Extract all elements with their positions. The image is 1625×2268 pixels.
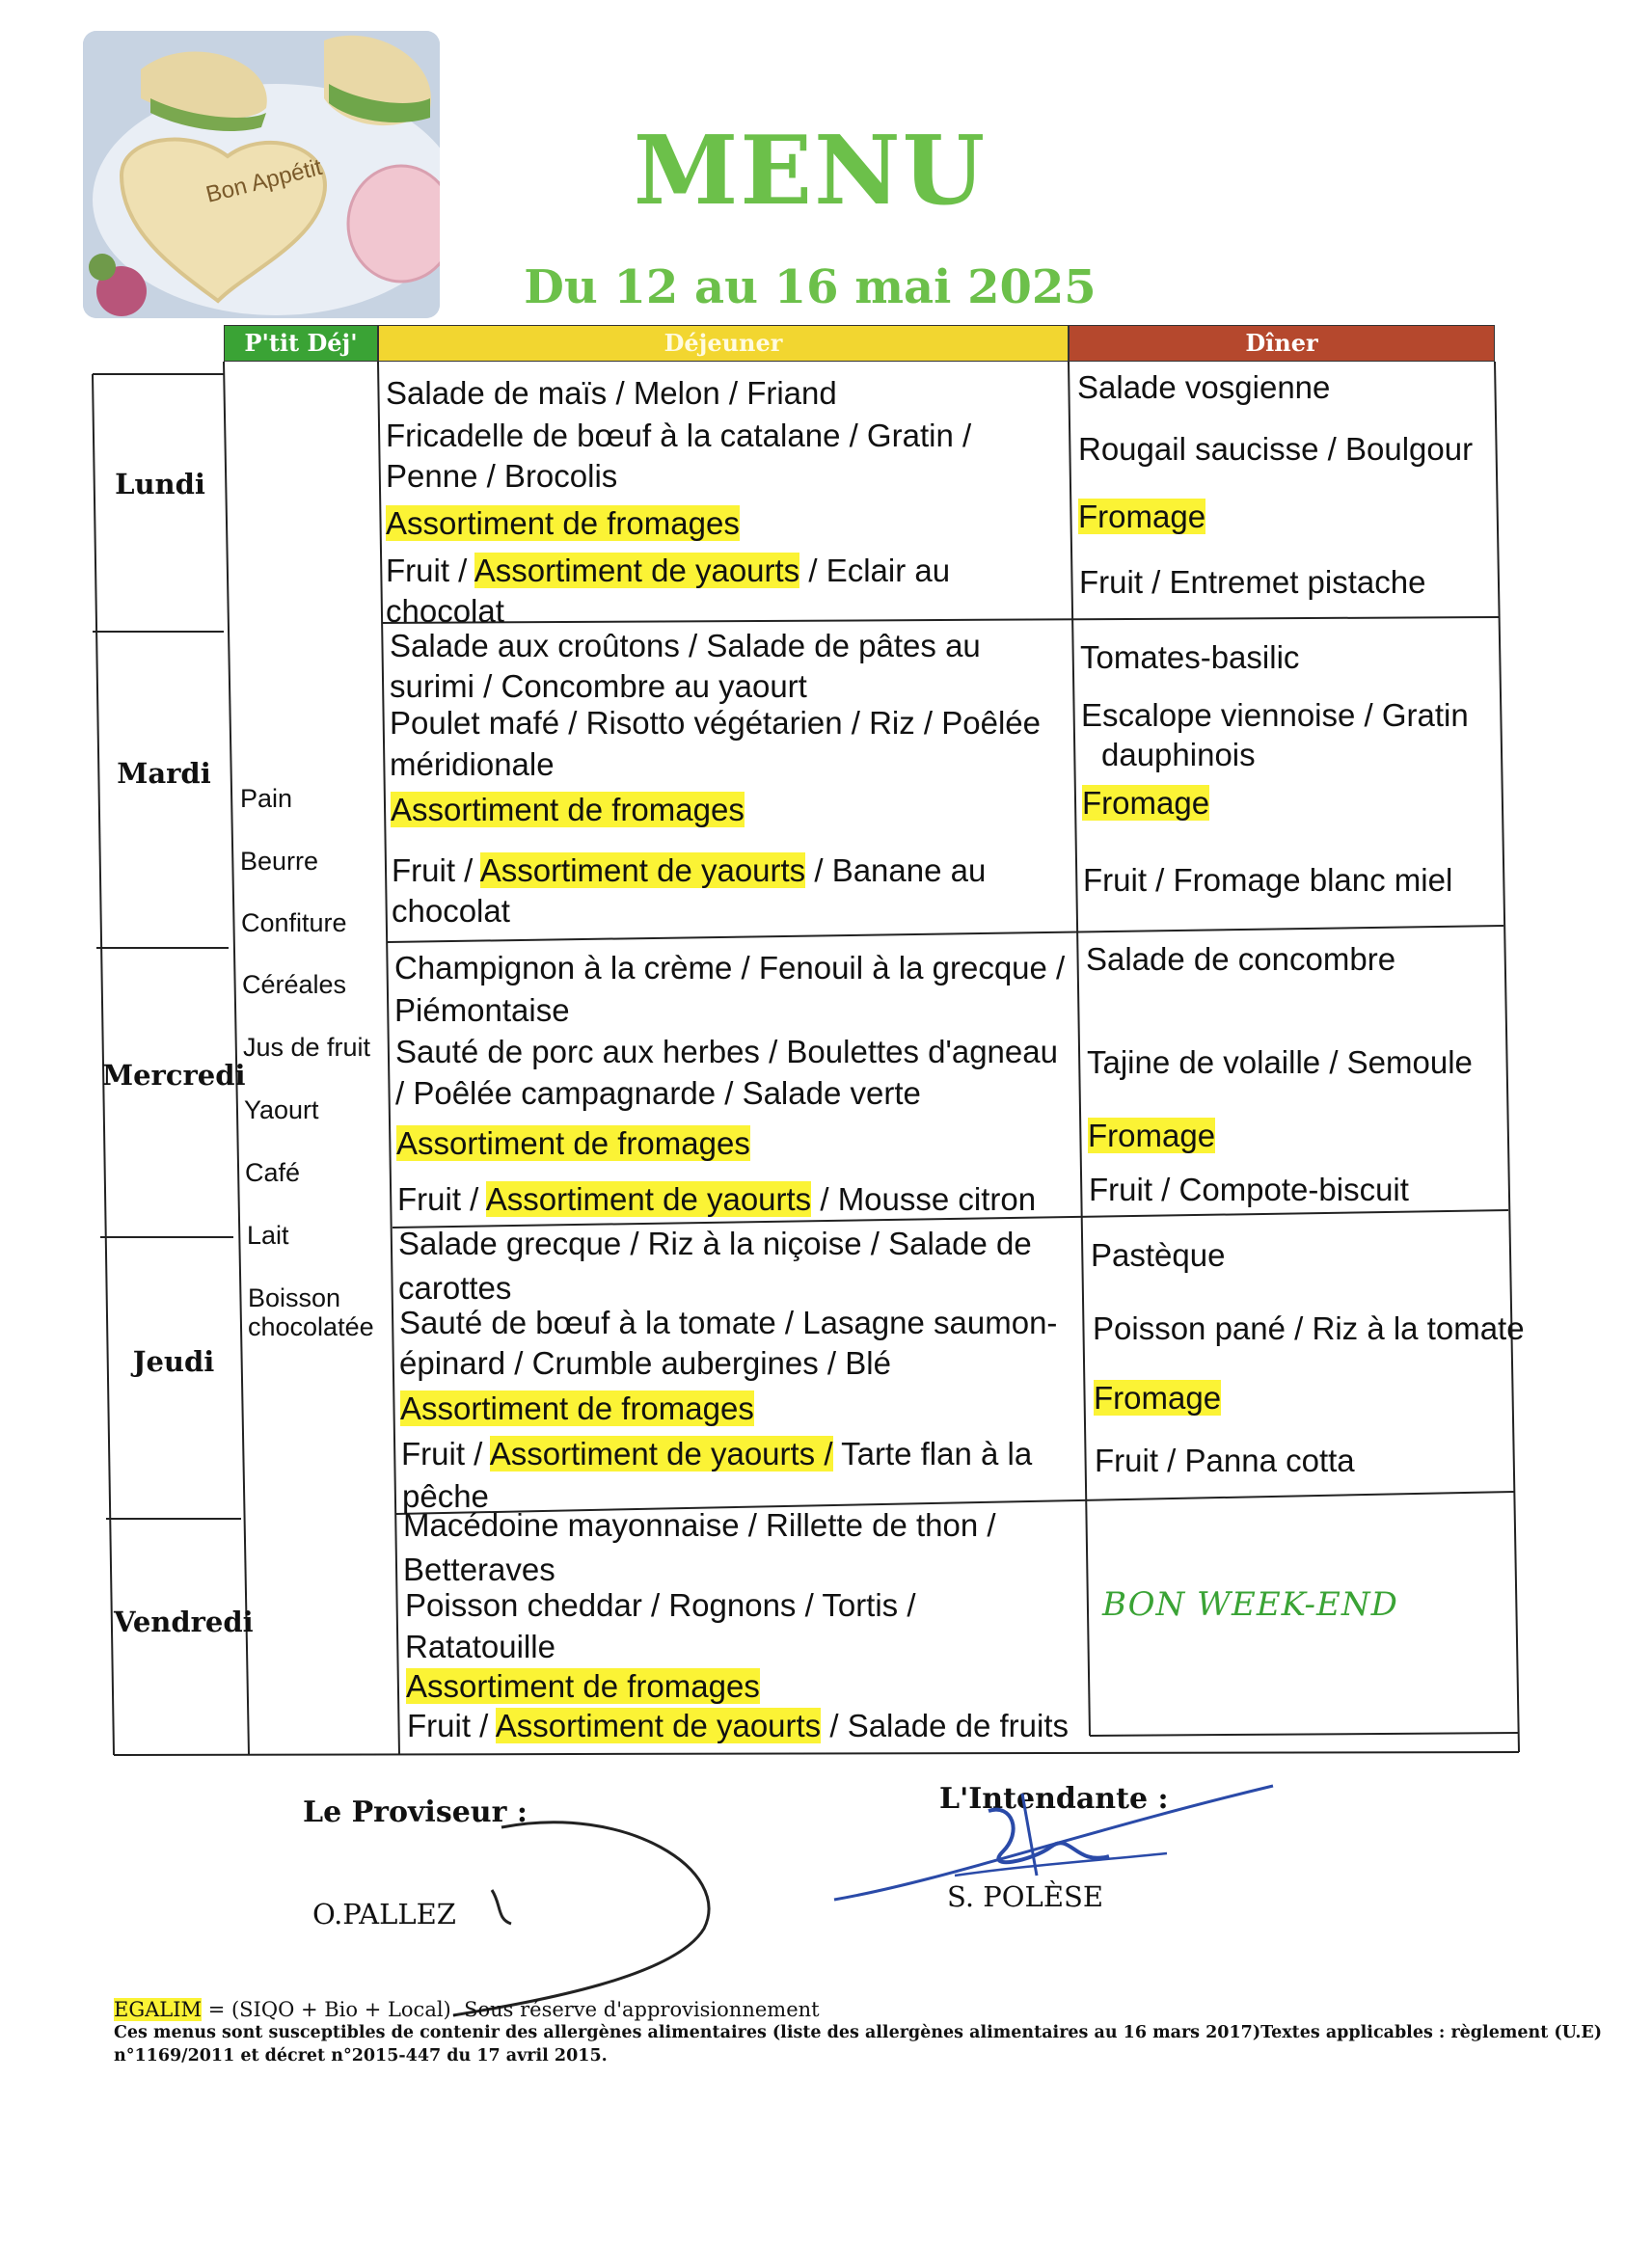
ptit-dej-item: Confiture	[241, 908, 347, 937]
mardi-dej-fromage: Assortiment de fromages	[391, 792, 745, 827]
ptit-dej-item: Beurre	[240, 847, 319, 876]
mardi-dej-dessert-cont: chocolat	[392, 893, 510, 929]
ptit-dej-item: Lait	[247, 1221, 289, 1250]
jeudi-dej-entree-cont: carottes	[398, 1270, 512, 1306]
mercredi-dej-plat: Sauté de porc aux herbes / Boulettes d'agneau	[395, 1034, 1058, 1069]
jeudi-dej-dessert-cont: pêche	[402, 1478, 489, 1514]
mardi-din-fromage: Fromage	[1082, 785, 1210, 821]
vendredi-dej-plat: Poisson cheddar / Rognons / Tortis /	[405, 1587, 916, 1623]
date-range: Du 12 au 16 mai 2025	[524, 260, 1097, 314]
vendredi-dej-entree-cont: Betteraves	[403, 1552, 555, 1587]
intendante-label: L'Intendante :	[939, 1782, 1169, 1816]
mercredi-din-fromage: Fromage	[1088, 1118, 1216, 1153]
jeudi-din-plat: Poisson pané / Riz à la tomate	[1093, 1310, 1525, 1346]
svg-text:Bon Appétit: Bon Appétit	[203, 153, 325, 208]
jeudi-din-entree: Pastèque	[1091, 1237, 1226, 1273]
vendredi-dej-dessert: Fruit / Assortiment de yaourts / Salade de fruits	[407, 1708, 1070, 1743]
mardi-dej-plat: Poulet mafé / Risotto végétarien / Riz / Poêlée	[390, 705, 1042, 741]
day-label-mardi: Mardi	[117, 757, 211, 790]
day-label-vendredi: Vendredi	[114, 1606, 254, 1638]
allergen-note-line1: Ces menus sont susceptibles de contenir des allergènes alimentaires (liste des allergènes alimentaires au 16 mars 2017)Textes applicables : règlement (U.E)	[114, 2023, 1603, 2042]
lundi-dej-fromage: Assortiment de fromages	[386, 505, 740, 541]
header-diner: Dîner	[1069, 325, 1495, 362]
mardi-dej-entree: Salade aux croûtons / Salade de pâtes au	[390, 628, 981, 663]
mardi-din-plat-cont: dauphinois	[1101, 737, 1256, 772]
ptit-dej-item: chocolatée	[248, 1312, 374, 1341]
day-label-lundi: Lundi	[115, 468, 205, 500]
proviseur-label: Le Proviseur :	[303, 1796, 528, 1829]
ptit-dej-item: Jus de fruit	[243, 1033, 371, 1062]
lundi-din-entree: Salade vosgienne	[1077, 369, 1331, 405]
vendredi-dej-fromage: Assortiment de fromages	[406, 1668, 760, 1704]
vendredi-dej-entree: Macédoine mayonnaise / Rillette de thon /	[403, 1507, 996, 1543]
mercredi-din-plat: Tajine de volaille / Semoule	[1087, 1044, 1473, 1080]
lundi-dej-plat-cont: Penne / Brocolis	[386, 458, 618, 494]
vendredi-dej-plat-cont: Ratatouille	[405, 1629, 555, 1664]
lundi-din-dessert: Fruit / Entremet pistache	[1079, 564, 1426, 600]
egalim-note: EGALIM = (SIQO + Bio + Local). Sous réserve d'approvisionnement	[114, 1998, 820, 2021]
mardi-dej-plat-cont: méridionale	[390, 746, 555, 782]
header-dejeuner: Déjeuner	[378, 325, 1069, 362]
ptit-dej-item: Pain	[240, 784, 293, 813]
jeudi-dej-fromage: Assortiment de fromages	[400, 1390, 754, 1426]
day-label-jeudi: Jeudi	[132, 1345, 215, 1378]
jeudi-din-fromage: Fromage	[1094, 1380, 1222, 1416]
mardi-dej-entree-cont: surimi / Concombre au yaourt	[390, 668, 807, 704]
mercredi-din-dessert: Fruit / Compote-biscuit	[1089, 1172, 1409, 1207]
mardi-dej-dessert: Fruit / Assortiment de yaourts / Banane au	[392, 852, 987, 888]
mercredi-dej-entree-cont: Piémontaise	[394, 992, 570, 1028]
mercredi-dej-fromage: Assortiment de fromages	[396, 1125, 750, 1161]
mercredi-dej-dessert: Fruit / Assortiment de yaourts / Mousse citron	[397, 1181, 1037, 1217]
mercredi-dej-plat-cont: / Poêlée campagnarde / Salade verte	[395, 1075, 921, 1111]
ptit-dej-item: Céréales	[242, 970, 347, 999]
mercredi-dej-entree: Champignon à la crème / Fenouil à la grecque /	[394, 950, 1066, 986]
proviseur-name: O.PALLEZ	[312, 1898, 456, 1930]
lundi-dej-entree: Salade de maïs / Melon / Friand	[386, 375, 837, 411]
lundi-dej-dessert-cont: chocolat	[386, 593, 504, 629]
bon-week-end-note: BON WEEK-END	[1102, 1585, 1398, 1624]
jeudi-dej-dessert: Fruit / Assortiment de yaourts / Tarte flan à la	[401, 1436, 1033, 1472]
jeudi-dej-plat: Sauté de bœuf à la tomate / Lasagne saumon-	[399, 1305, 1058, 1340]
day-label-mercredi: Mercredi	[102, 1059, 246, 1092]
jeudi-dej-entree: Salade grecque / Riz à la niçoise / Salade de	[398, 1226, 1032, 1261]
lundi-dej-plat: Fricadelle de bœuf à la catalane / Gratin /	[386, 418, 972, 453]
allergen-note-line2: n°1169/2011 et décret n°2015-447 du 17 avril 2015.	[114, 2046, 608, 2066]
lundi-din-fromage: Fromage	[1078, 499, 1206, 534]
lundi-din-plat: Rougail saucisse / Boulgour	[1078, 431, 1474, 467]
mardi-din-plat: Escalope viennoise / Gratin	[1081, 697, 1469, 733]
ptit-dej-item: Yaourt	[244, 1095, 319, 1124]
jeudi-dej-plat-cont: épinard / Crumble aubergines / Blé	[399, 1345, 891, 1381]
header-ptit-dej: P'tit Déj'	[224, 325, 378, 362]
mardi-din-dessert: Fruit / Fromage blanc miel	[1083, 862, 1453, 898]
mardi-din-entree: Tomates-basilic	[1080, 639, 1300, 675]
jeudi-din-dessert: Fruit / Panna cotta	[1095, 1443, 1355, 1478]
ptit-dej-item: Café	[245, 1158, 301, 1187]
mercredi-din-entree: Salade de concombre	[1086, 941, 1396, 977]
ptit-dej-item: Boisson	[248, 1283, 341, 1312]
intendante-name: S. POLÈSE	[947, 1880, 1104, 1913]
page-title: MENU	[633, 116, 988, 227]
lundi-dej-dessert: Fruit / Assortiment de yaourts / Eclair au	[386, 553, 951, 588]
